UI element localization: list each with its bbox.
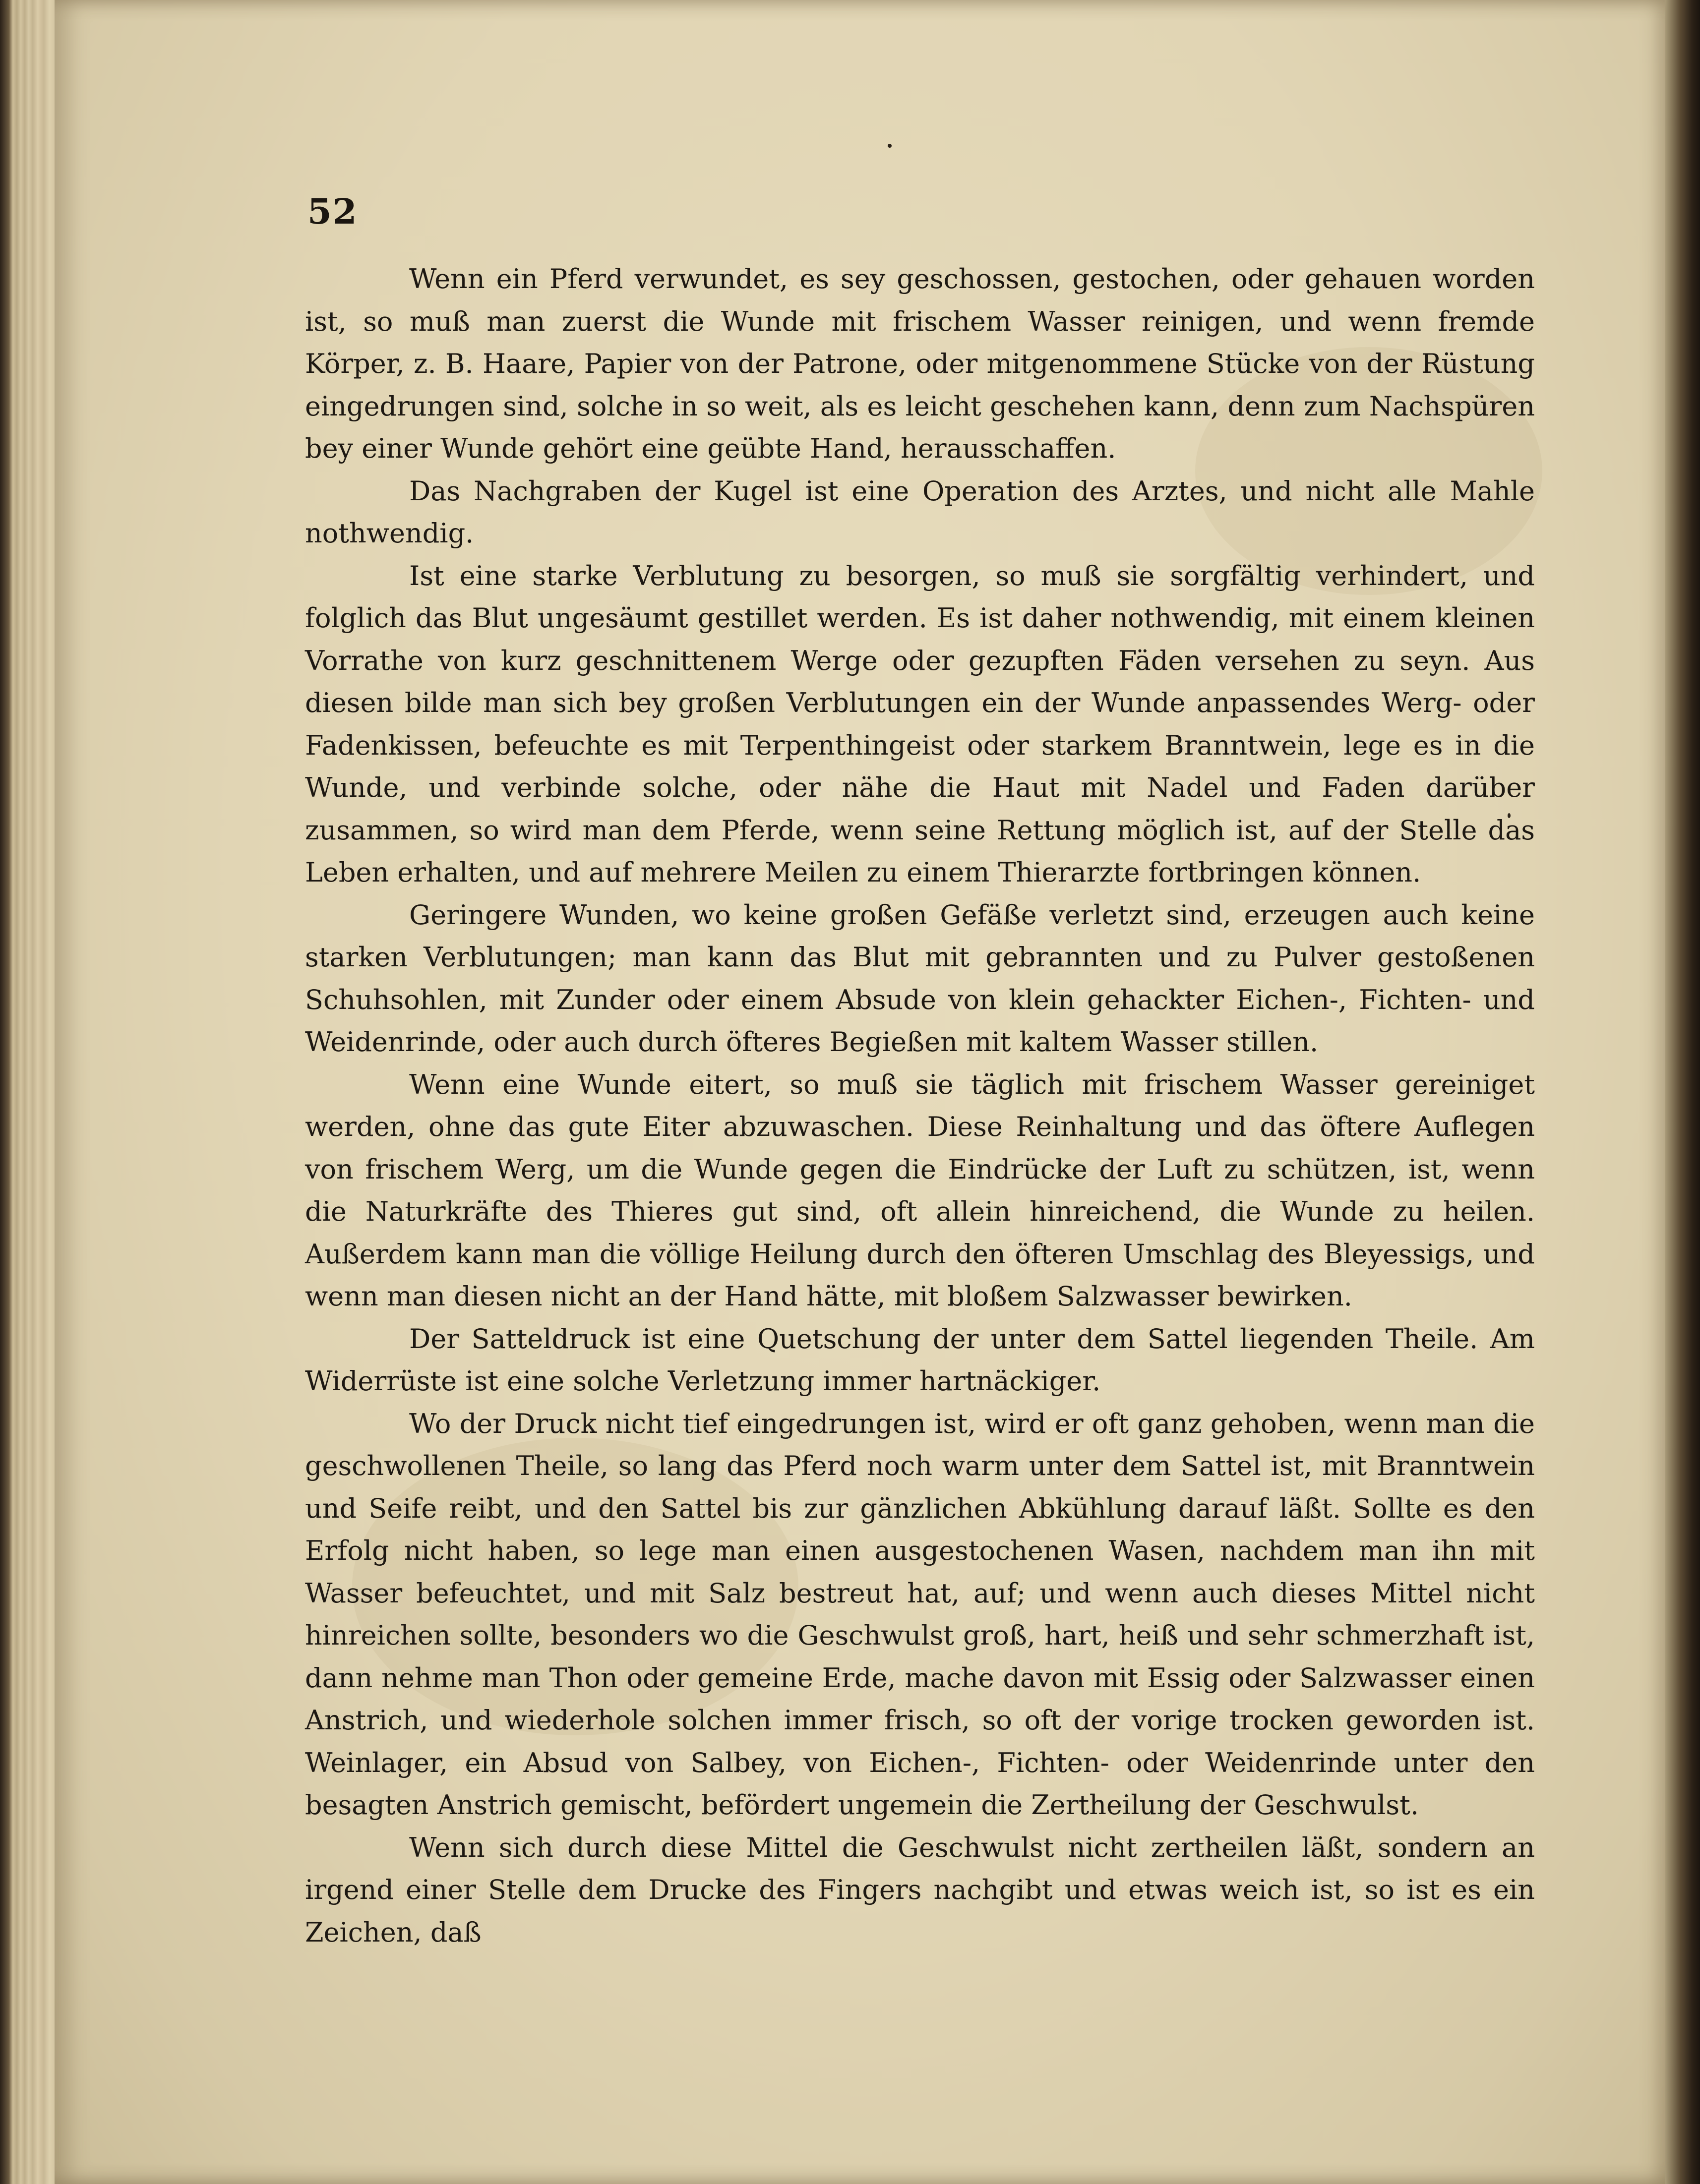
paragraph: Geringere Wunden, wo keine großen Gefäße verletzt sind, erzeugen auch keine starken Verblutungen; man kann das Blut mit gebrannten und zu Pulver gestoßenen Schuhsohlen, mit Zunder oder einem Absude von klein gehackter Eichen-, Fichten- und Weidenrinde, oder auch durch öfteres Begießen mit kaltem Wasser stillen.: [305, 899, 1535, 1058]
paragraph: Ist eine starke Verblutung zu besorgen, so muß sie sorgfältig verhindert, und folglich das Blut ungesäumt gestillet werden. Es ist daher nothwendig, mit einem kleinen Vorrathe von kurz geschnittenem Werge oder gezupften Fäden versehen zu seyn. Aus diesen bilde man sich bey großen Verblutungen ein der Wunde anpassendes Werg- oder Fadenkissen, befeuchte es mit Terpenthingeist oder starkem Branntwein, lege es in die Wunde, und verbinde solche, oder nähe die Haut mit Nadel und Faden darüber zusammen, so wird man dem Pferde, wenn seine Rettung möglich ist, auf der Stelle das Leben erhalten, und auf mehrere Meilen zu einem Thierarzte fortbringen können.: [305, 560, 1535, 888]
paragraph: Der Satteldruck ist eine Quetschung der unter dem Sattel liegenden Theile. Am Widerrüste ist eine solche Verletzung immer hartnäckiger.: [305, 1323, 1535, 1397]
ink-speck: [888, 144, 892, 148]
paragraph: Wo der Druck nicht tief eingedrungen ist, wird er oft ganz gehoben, wenn man die geschwollenen Theile, so lang das Pferd noch warm unter dem Sattel ist, mit Branntwein und Seife reibt, und den Sattel bis zur gänzlichen Abkühlung darauf läßt. Sollte es den Erfolg nicht haben, so lege man einen ausgestochenen Wasen, nachdem man ihn mit Wasser befeuchtet, und mit Salz bestreut hat, auf; und wenn auch dieses Mittel nicht hinreichen sollte, besonders wo die Geschwulst groß, hart, heiß und sehr schmerzhaft ist, dann nehme man Thon oder gemeine Erde, mache davon mit Essig oder Salzwasser einen Anstrich, und wiederhole solchen immer frisch, so oft der vorige trocken geworden ist. Weinlager, ein Absud von Salbey, von Eichen-, Fichten- oder Weidenrinde unter den besagten Anstrich gemischt, befördert ungemein die Zertheilung der Geschwulst.: [305, 1408, 1535, 1821]
book-spine-shadow: [1665, 0, 1700, 2184]
paragraph: Wenn eine Wunde eitert, so muß sie täglich mit frischem Wasser gereiniget werden, ohne das gute Eiter abzuwaschen. Diese Reinhaltung und das öftere Auflegen von frischem Werg, um die Wunde gegen die Eindrücke der Luft zu schützen, ist, wenn die Naturkräfte des Thieres gut sind, oft allein hinreichend, die Wunde zu heilen. Außerdem kann man die völlige Heilung durch den öfteren Umschlag des Bleyessigs, und wenn man diesen nicht an der Hand hätte, mit bloßem Salzwasser bewirken.: [305, 1068, 1535, 1312]
page-body-text: [305, 258, 1535, 1953]
page-number: 52: [307, 191, 358, 232]
book-page: [55, 0, 1671, 2184]
paragraph: Wenn ein Pferd verwundet, es sey geschossen, gestochen, oder gehauen worden ist, so muß man zuerst die Wunde mit frischem Wasser reinigen, und wenn fremde Körper, z. B. Haare, Papier von der Patrone, oder mitgenommene Stücke von der Rüstung eingedrungen sind, solche in so weit, als es leicht geschehen kann, denn zum Nachspüren bey einer Wunde gehört eine geübte Hand, herausschaffen.: [305, 263, 1535, 464]
paragraph: Das Nachgraben der Kugel ist eine Operation des Arztes, und nicht alle Mahle nothwendig.: [305, 475, 1535, 549]
paragraph: Wenn sich durch diese Mittel die Geschwulst nicht zertheilen läßt, sondern an irgend einer Stelle dem Drucke des Fingers nachgibt und etwas weich ist, so ist es ein Zeichen, daß: [305, 1831, 1535, 1948]
